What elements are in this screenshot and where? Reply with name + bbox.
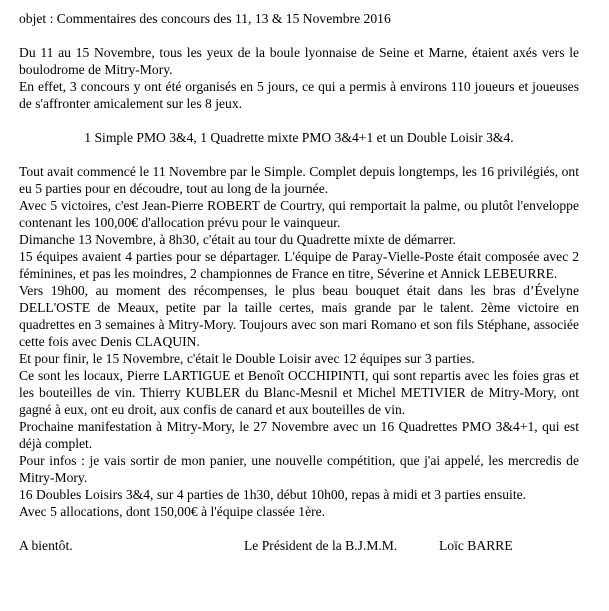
- body-paragraph: 15 équipes avaient 4 parties pour se départager. L'équipe de Paray-Vielle-Poste était composée avec 2 féminines, et pas les moindres, 2 championnes de France en titre, Séverine et Annick LEBEURRE.: [19, 249, 579, 281]
- intro-section: [19, 44, 579, 112]
- blank-line: [19, 146, 579, 163]
- signer-title: Le Président de la B.J.M.M.: [244, 538, 398, 553]
- body-paragraph: Tout avait commencé le 11 Novembre par le Simple. Complet depuis longtemps, les 16 privilégiés, ont eu 5 parties pour en découdre, tout au long de la journée.: [19, 164, 579, 196]
- closing-text: A bientôt.: [19, 538, 73, 553]
- signer-name: Loïc BARRE: [439, 538, 513, 553]
- subject-line: objet : Commentaires des concours des 11, 13 & 15 Novembre 2016: [19, 11, 391, 26]
- intro-paragraph: Du 11 au 15 Novembre, tous les yeux de la boule lyonnaise de Seine et Marne, étaient axés vers le boulodrome de Mitry-Mory.: [19, 45, 579, 77]
- blank-line: [19, 112, 579, 129]
- competitions-summary: 1 Simple PMO 3&4, 1 Quadrette mixte PMO 3&4+1 et un Double Loisir 3&4.: [84, 130, 514, 145]
- body-paragraph: 16 Doubles Loisirs 3&4, sur 4 parties de 1h30, début 10h00, repas à midi et 3 parties ensuite.: [19, 487, 527, 502]
- body-section: [19, 163, 579, 520]
- body-paragraph: Prochaine manifestation à Mitry-Mory, le 27 Novembre avec un 16 Quadrettes PMO 3&4+1, qui est déjà complet.: [19, 419, 579, 451]
- blank-line: [19, 520, 579, 537]
- body-paragraph: Ce sont les locaux, Pierre LARTIGUE et Benoît OCCHIPINTI, qui sont repartis avec les foies gras et les bouteilles de vin. Thierry KUBLER du Blanc-Mesnil et Michel METIVIER de Mitry-Mory, ont gagné à eux, ont eu droit, aux confis de canard et aux bouteilles de vin.: [19, 368, 579, 417]
- body-paragraph: Vers 19h00, au moment des récompenses, le plus beau bouquet était dans les bras d’Évelyne DELL'OSTE de Meaux, petite par la taille certes, mais grande par le talent. 2ème victoire en quadrettes en 3 semaines à Mitry-Mory. Toujours avec son mari Romano et son fils Stéphane, associée cette fois avec Denis CLAQUIN.: [19, 283, 579, 349]
- body-paragraph: Avec 5 allocations, dont 150,00€ à l'équipe classée 1ère.: [19, 504, 326, 519]
- signature-block: [19, 537, 579, 554]
- body-paragraph: Pour infos : je vais sortir de mon panier, une nouvelle compétition, que j'ai appelé, les mercredis de Mitry-Mory.: [19, 453, 579, 485]
- letter-document: [19, 10, 579, 554]
- intro-paragraph: En effet, 3 concours y ont été organisés en 5 jours, ce qui a permis à environs 110 joueurs et joueuses de s'affronter amicalement sur les 8 jeux.: [19, 79, 579, 111]
- body-paragraph: Avec 5 victoires, c'est Jean-Pierre ROBERT de Courtry, qui remportait la palme, ou plutôt l'enveloppe contenant les 100,00€ d'allocation prévu pour le vainqueur.: [19, 198, 579, 230]
- body-paragraph: Et pour finir, le 15 Novembre, c'était le Double Loisir avec 12 équipes sur 3 parties.: [19, 351, 475, 366]
- body-paragraph: Dimanche 13 Novembre, à 8h30, c'était au tour du Quadrette mixte de démarrer.: [19, 232, 456, 247]
